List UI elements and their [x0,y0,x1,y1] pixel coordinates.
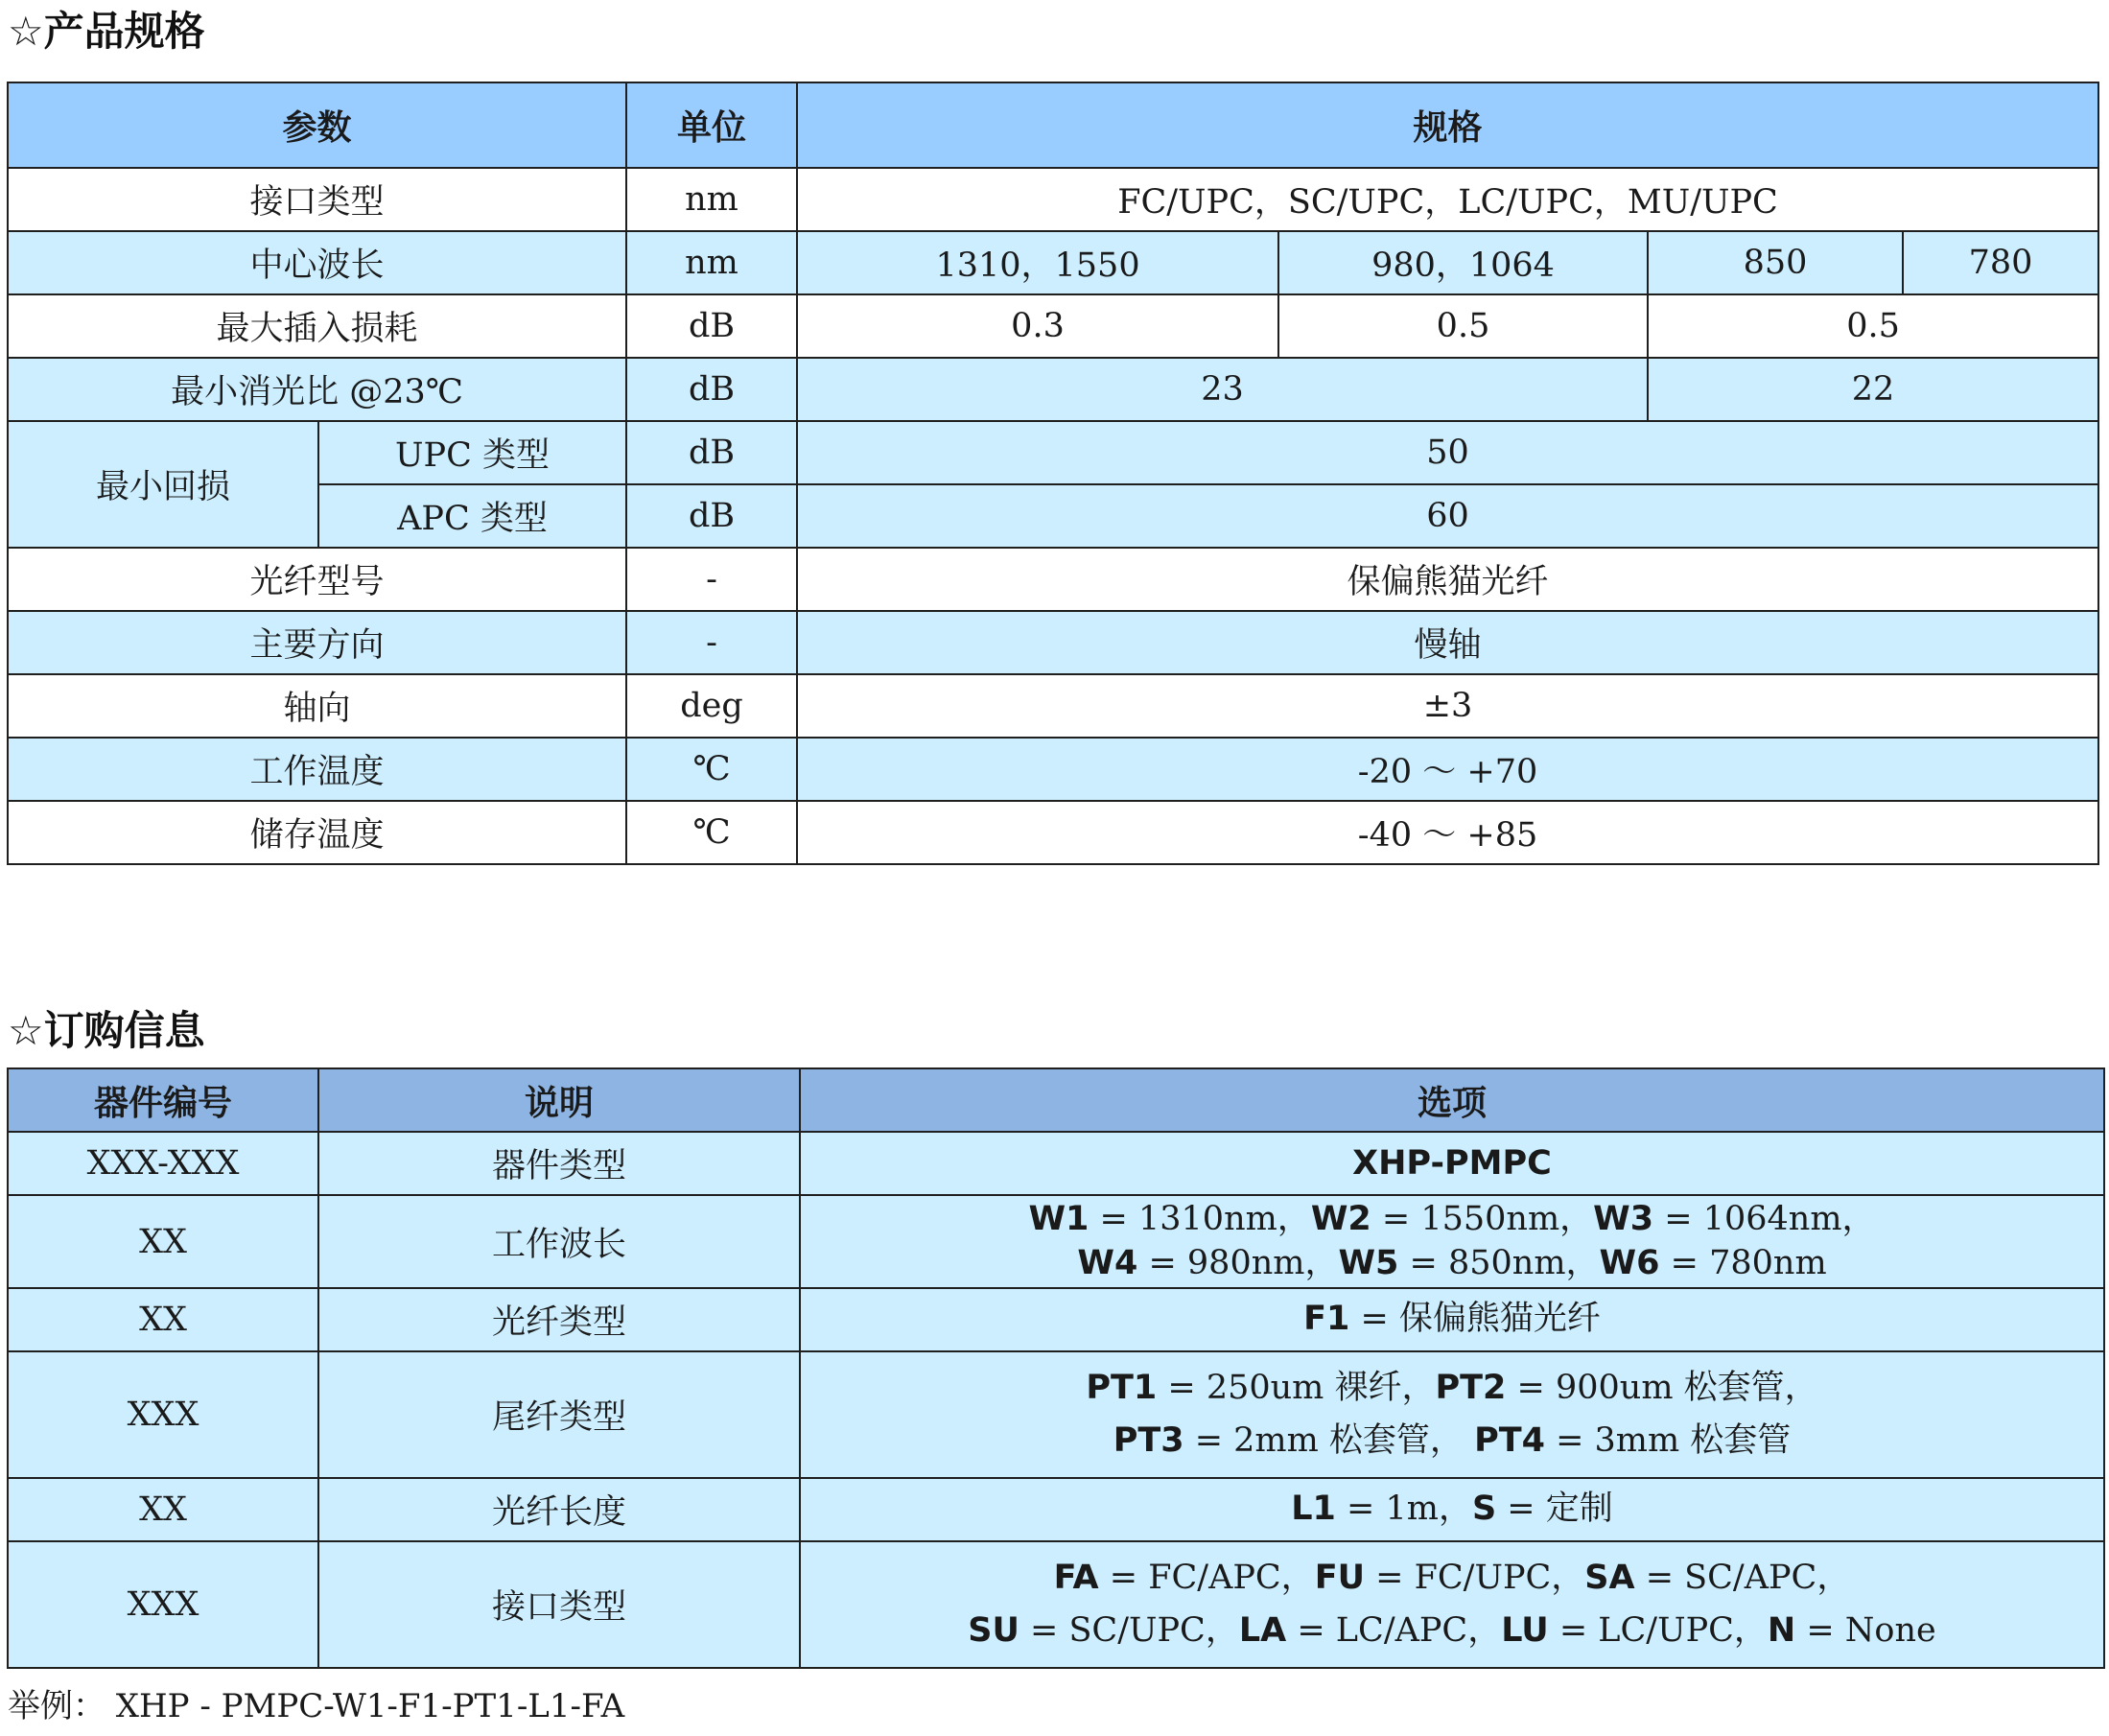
header-options: 选项 [800,1068,2104,1132]
unit-value: ℃ [626,738,797,801]
option-line [807,1367,2097,1411]
order-table [7,1067,2105,1669]
part-options [800,1195,2104,1288]
spec-value: 0.3 [797,294,1278,358]
spec-value: 60 [797,484,2098,548]
row-interface [8,168,2098,231]
option-value: = FC/APC， [1098,1558,1315,1597]
part-code: XXX [8,1351,318,1478]
option-code: SU [968,1611,1019,1650]
unit-value: dB [626,421,797,484]
part-code: XX [8,1195,318,1288]
header-spec: 规格 [797,82,2098,168]
option-value: = 定制 [1496,1490,1613,1529]
sub-param-label: UPC 类型 [318,421,626,484]
spec-value: 0.5 [1648,294,2098,358]
option-code: W4 [1077,1243,1138,1282]
option-value: = LC/UPC， [1548,1611,1768,1650]
part-code: XX [8,1478,318,1541]
example-text: 举例： XHP - PMPC-W1-F1-PT1-L1-FA [8,1687,625,1725]
param-label: 最小消光比 @23℃ [8,358,626,421]
order-row [8,1351,2104,1478]
unit-value: dB [626,294,797,358]
option-value: = 保偏熊猫光纤 [1349,1300,1601,1339]
spec-value: 保偏熊猫光纤 [797,548,2098,611]
part-description: 工作波长 [318,1195,800,1288]
unit-value: - [626,548,797,611]
part-options [800,1288,2104,1351]
row-axial [8,674,2098,738]
option-code: W6 [1599,1243,1660,1282]
unit-value: dB [626,484,797,548]
param-label: 工作温度 [8,738,626,801]
row-return-loss-apc [8,484,2098,548]
option-value: = 2mm 松套管， [1183,1421,1475,1460]
order-row [8,1132,2104,1195]
unit-value: - [626,611,797,674]
option-code: W1 [1028,1200,1090,1238]
part-description: 尾纤类型 [318,1351,800,1478]
part-description: 光纤长度 [318,1478,800,1541]
header-param: 参数 [8,82,626,168]
option-code: PT1 [1086,1368,1158,1407]
param-label: 主要方向 [8,611,626,674]
part-description: 接口类型 [318,1541,800,1668]
spec-value: 980，1064 [1278,231,1648,294]
option-value: = 250um 裸纤， [1157,1368,1436,1407]
spec-value: 780 [1903,231,2098,294]
spec-section-title: ☆产品规格 [8,8,205,55]
spec-table [7,82,2099,865]
option-line [807,1298,2097,1342]
option-value: = 850nm， [1398,1243,1600,1282]
option-value: = 1064nm， [1653,1200,1876,1238]
unit-value: nm [626,231,797,294]
spec-value: 850 [1648,231,1903,294]
option-code: L1 [1291,1490,1336,1529]
part-options [800,1478,2104,1541]
row-storage-temp [8,801,2098,864]
row-return-loss-upc [8,421,2098,484]
option-value: = SC/APC， [1634,1558,1851,1597]
spec-value: -20 ～ +70 [797,738,2098,801]
option-code: SA [1584,1558,1635,1597]
option-line [807,1488,2097,1532]
option-value: = FC/UPC， [1365,1558,1585,1597]
spec-value: 23 [797,358,1648,421]
option-value: = None [1795,1611,1936,1650]
part-options [800,1541,2104,1668]
part-code: XXX [8,1541,318,1668]
option-code: FA [1053,1558,1099,1597]
param-label: 光纤型号 [8,548,626,611]
unit-value: dB [626,358,797,421]
sub-param-label: APC 类型 [318,484,626,548]
order-row [8,1541,2104,1668]
option-value: = 1550nm， [1371,1200,1594,1238]
header-description: 说明 [318,1068,800,1132]
order-section-title: ☆订购信息 [8,1007,205,1054]
option-code: PT2 [1435,1368,1507,1407]
option-code: PT4 [1474,1421,1545,1460]
param-label: 轴向 [8,674,626,738]
option-code: LU [1501,1611,1549,1650]
unit-value: ℃ [626,801,797,864]
row-operating-temp [8,738,2098,801]
spec-value: 慢轴 [797,611,2098,674]
option-value: = 1m， [1335,1490,1472,1529]
unit-value: deg [626,674,797,738]
order-row [8,1288,2104,1351]
header-unit: 单位 [626,82,797,168]
option-code: F1 [1303,1300,1350,1339]
option-code: LA [1238,1611,1287,1650]
option-code: W5 [1338,1243,1399,1282]
option-value: = 900um 松套管， [1506,1368,1818,1407]
spec-value: -40 ～ +85 [797,801,2098,864]
order-row [8,1195,2104,1288]
option-code: W3 [1593,1200,1654,1238]
param-label: 储存温度 [8,801,626,864]
option-line [807,1609,2097,1654]
option-code: FU [1314,1558,1366,1597]
option-line [807,1557,2097,1601]
option-value: = 1310nm， [1089,1200,1311,1238]
param-label: 接口类型 [8,168,626,231]
part-option: XHP-PMPC [800,1132,2104,1195]
row-main-axis [8,611,2098,674]
param-label: 中心波长 [8,231,626,294]
part-code: XXX-XXX [8,1132,318,1195]
option-value: = SC/UPC， [1019,1611,1239,1650]
option-code: PT3 [1113,1421,1184,1460]
option-code: S [1471,1490,1497,1529]
option-value: = 780nm [1659,1243,1827,1282]
option-value: = 3mm 松套管 [1544,1421,1792,1460]
option-code: N [1767,1611,1796,1650]
option-line [807,1419,2097,1464]
option-line [807,1242,2097,1286]
param-label: 最小回损 [8,421,318,548]
part-options [800,1351,2104,1478]
param-label: 最大插入损耗 [8,294,626,358]
part-code: XX [8,1288,318,1351]
order-row [8,1478,2104,1541]
spec-value: 50 [797,421,2098,484]
header-part-number: 器件编号 [8,1068,318,1132]
part-description: 器件类型 [318,1132,800,1195]
option-value: = LC/APC， [1286,1611,1502,1650]
spec-value: ±3 [797,674,2098,738]
part-description: 光纤类型 [318,1288,800,1351]
option-value: = 980nm， [1137,1243,1339,1282]
spec-value: 22 [1648,358,2098,421]
unit-value: nm [626,168,797,231]
spec-value: FC/UPC，SC/UPC，LC/UPC，MU/UPC [797,168,2098,231]
row-insertion-loss [8,294,2098,358]
row-wavelength [8,231,2098,294]
spec-value: 0.5 [1278,294,1648,358]
option-code: W2 [1310,1200,1371,1238]
row-extinction [8,358,2098,421]
row-fiber-type [8,548,2098,611]
option-line [807,1198,2097,1242]
spec-value: 1310，1550 [797,231,1278,294]
